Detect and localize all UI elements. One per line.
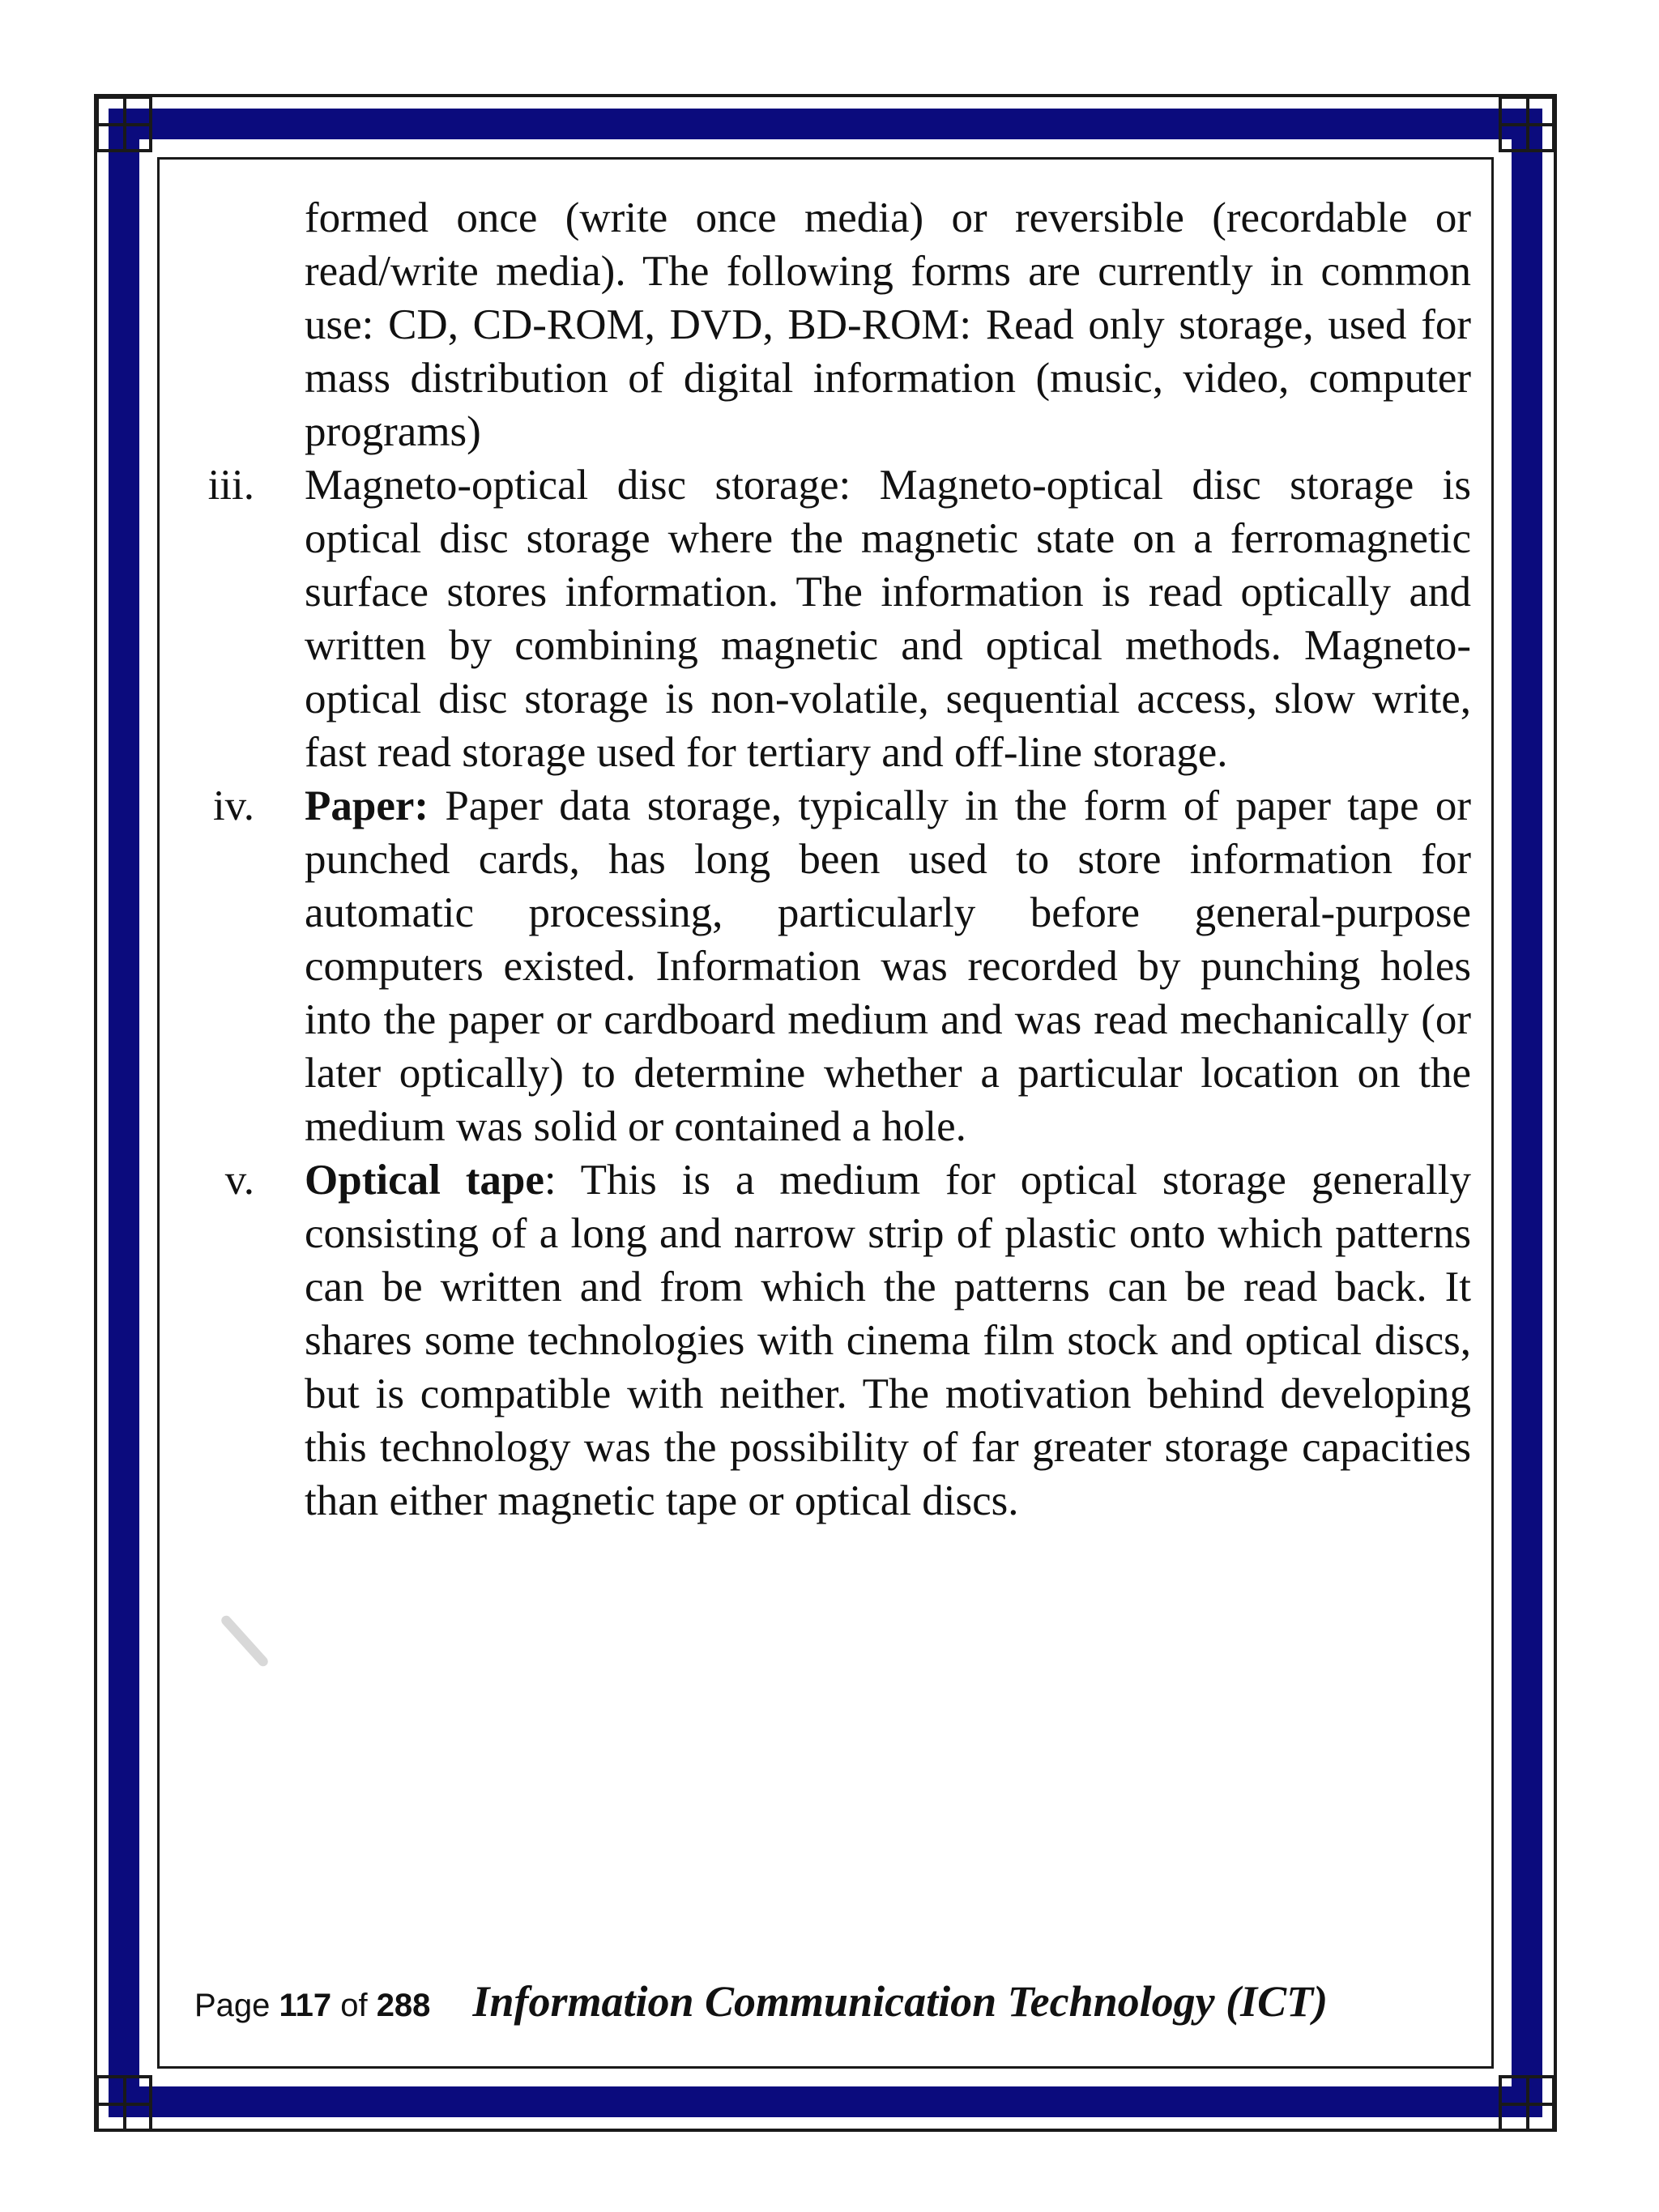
book-title: Information Communication Technology (ICT)	[472, 1977, 1328, 2026]
border-corner-ornament-icon	[1499, 2075, 1555, 2132]
list-item-lead: Paper:	[305, 782, 429, 829]
page-border-band-bottom	[109, 2086, 1542, 2117]
total-pages-number: 288	[376, 1988, 431, 2023]
list-item-text: Magneto-optical disc storage: Magneto-optical disc storage is optical disc storage where the magnetic state on a ferromagnetic surface stores information. The information is read optically and written by combining magnetic and optical methods. Magneto-optical disc storage is non-volatile, sequential access, slow write, fast read storage used for tertiary and off-line storage.	[305, 462, 1471, 776]
page-number-indicator	[194, 1988, 430, 2024]
page-border-band-right	[1512, 109, 1542, 2117]
list-item-magneto-optical	[191, 458, 1471, 779]
list-item-paper	[191, 779, 1471, 1153]
page-footer	[194, 1976, 1458, 2033]
list-item-text: Paper data storage, typically in the form of paper tape or punched cards, has long been used to store information for automatic processing, particularly before general-purpose computers existed. Information was recorded by punching holes into the paper or cardboard medium and was read mechanically (or later optically) to determine whether a particular location on the medium was solid or contained a hole.	[305, 782, 1471, 1150]
of-word: of	[340, 1988, 368, 2023]
border-corner-ornament-icon	[96, 2075, 152, 2132]
list-item-text: : This is a medium for optical storage generally consisting of a long and narrow strip of plastic onto which patterns can be written and from which the patterns can be read back. It shares some technologies with cinema film stock and optical discs, but is compatible with neither. The motivation behind developing this technology was the possibility of far greater storage capacities than either magnetic tape or optical discs.	[305, 1157, 1471, 1524]
list-item-text: formed once (write once media) or reversible (recordable or read/write media). The following forms are currently in common use: CD, CD-ROM, DVD, BD-ROM: Read only storage, used for mass distribution of digital information (music, video, computer programs)	[305, 194, 1471, 455]
list-number: v.	[224, 1157, 254, 1204]
list-item-optical-tape	[191, 1153, 1471, 1528]
current-page-number: 117	[279, 1988, 332, 2023]
list-number: iii.	[207, 462, 254, 509]
border-corner-ornament-icon	[1499, 96, 1555, 152]
page-word: Page	[194, 1988, 271, 2023]
page-content	[191, 191, 1471, 1528]
page-border-band-top	[109, 109, 1542, 139]
page-border-band-left	[109, 109, 139, 2117]
border-corner-ornament-icon	[96, 96, 152, 152]
continued-paragraph	[191, 191, 1471, 458]
list-number: iv.	[212, 782, 254, 829]
list-item-lead: Optical tape	[305, 1157, 544, 1204]
